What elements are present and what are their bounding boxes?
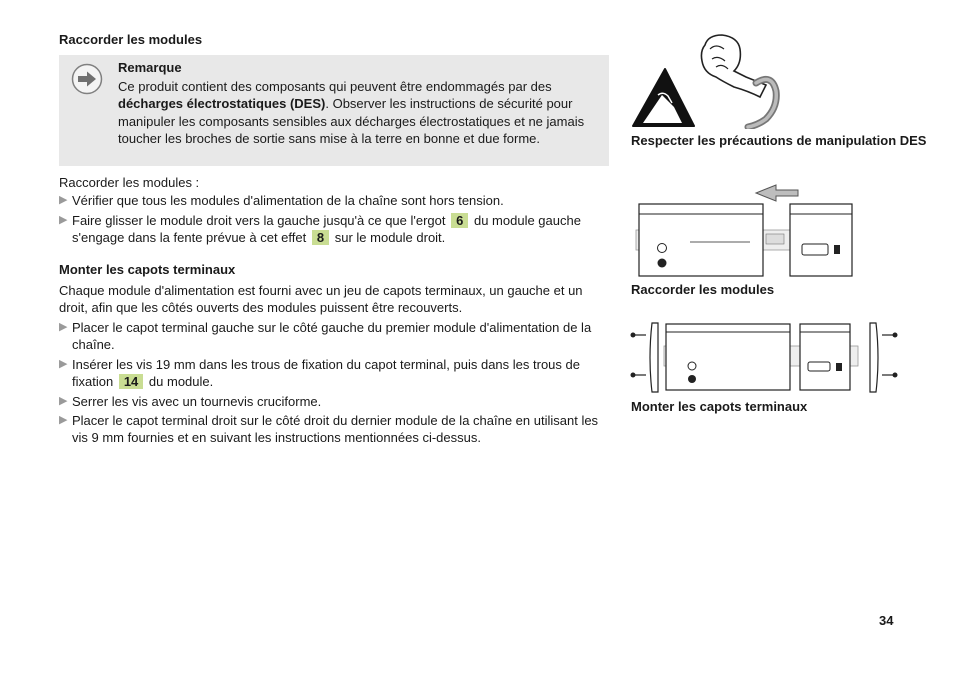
- note-body: Ce produit contient des composants qui peuvent être endommagés par des décharges électrostatiques (DES). Observer les instructions de sécurité pour manipuler les composants sensibles aux décharges électrostatiques et ne jamais toucher les broches de sortie sans mise à la terre en bonne et due forme.: [118, 79, 585, 146]
- connect-modules-figure: [630, 182, 855, 278]
- connect-caption: Raccorder les modules: [631, 282, 775, 297]
- note-box: [59, 55, 609, 166]
- list-item: ▶ Insérer les vis 19 mm dans les trous de fixation du capot terminal, puis dans les trous de fixation 14 du module.: [59, 357, 580, 390]
- bullet-triangle-icon: ▶: [59, 358, 68, 370]
- arrow-right-circle-icon: [71, 63, 103, 95]
- reference-badge: 14: [119, 374, 143, 389]
- list-item: ▶ Vérifier que tous les modules d'alimentation de la chaîne sont hors tension.: [59, 193, 504, 208]
- page-title: Raccorder les modules: [59, 32, 203, 47]
- bullet-triangle-icon: ▶: [59, 194, 68, 206]
- reference-badge: 8: [312, 230, 329, 245]
- bullet-triangle-icon: ▶: [59, 414, 68, 426]
- bullet-triangle-icon: ▶: [59, 395, 68, 407]
- list-item: ▶ Placer le capot terminal droit sur le côté droit du dernier module de la chaîne en utilisant les vis 9 mm fournies et en suivant les instructions mentionnées ci-dessus.: [59, 413, 599, 446]
- bullet-triangle-icon: ▶: [59, 321, 68, 333]
- reference-badge: 6: [451, 213, 468, 228]
- list-item: ▶ Serrer les vis avec un tournevis cruciforme.: [59, 394, 322, 409]
- list-item: ▶ Placer le capot terminal gauche sur le côté gauche du premier module d'alimentation de la chaîne.: [59, 320, 592, 353]
- esd-warning-figure: [630, 33, 830, 129]
- list-item: ▶ Faire glisser le module droit vers la gauche jusqu'à ce que l'ergot 6 du module gauche s'engage dans la fente prévue à cet effet 8 sur le module droit.: [59, 213, 581, 246]
- page-number: 34: [879, 613, 894, 628]
- section2-heading: Monter les capots terminaux: [59, 262, 236, 277]
- section1-intro: Raccorder les modules :: [59, 175, 200, 190]
- note-title: Remarque: [118, 60, 182, 75]
- note-bold-term: décharges électrostatiques (DES): [118, 96, 326, 112]
- endcaps-caption: Monter les capots terminaux: [631, 399, 808, 414]
- bullet-triangle-icon: ▶: [59, 214, 68, 226]
- esd-caption: Respecter les précautions de manipulation DES: [631, 133, 927, 148]
- section2-intro: Chaque module d'alimentation est fourni avec un jeu de capots terminaux, un gauche et un droit, afin que les côtés ouverts des modules puissent être recouverts.: [59, 283, 583, 315]
- end-caps-figure: [630, 320, 900, 395]
